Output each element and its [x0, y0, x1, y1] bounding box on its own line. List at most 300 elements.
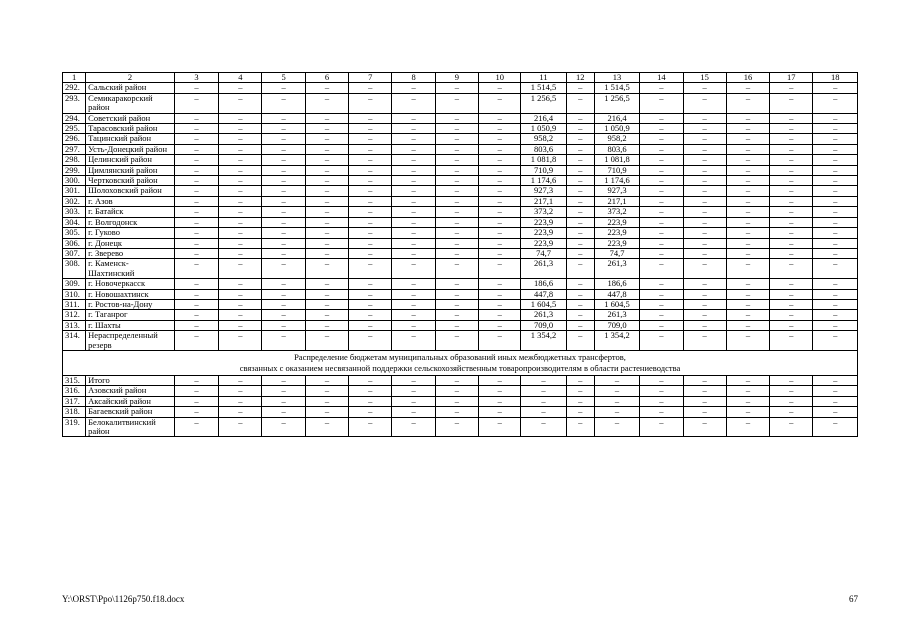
cell-col-10: – [479, 134, 521, 144]
cell-col-5: – [262, 228, 305, 238]
table-row [63, 396, 858, 406]
cell-col-5: – [262, 331, 305, 351]
cell-col-9: – [435, 417, 478, 437]
cell-col-14: – [640, 279, 683, 289]
cell-col-6: – [305, 196, 348, 206]
cell-col-13: 1 514,5 [594, 83, 639, 93]
cell-col-14: – [640, 238, 683, 248]
cell-col-11: 74,7 [521, 248, 566, 258]
row-number: 308. [63, 259, 86, 279]
cell-col-4: – [219, 248, 262, 258]
footer-file-path: Y:\ORST\Ppo\1126p750.f18.docx [62, 594, 185, 604]
cell-col-12: – [566, 259, 594, 279]
cell-col-12: – [566, 144, 594, 154]
municipality-name: Чертковский район [86, 176, 175, 186]
table-row [63, 289, 858, 299]
cell-col-4: – [219, 299, 262, 309]
cell-col-6: – [305, 238, 348, 248]
cell-col-7: – [349, 310, 392, 320]
cell-col-12: – [566, 176, 594, 186]
table-row [63, 113, 858, 123]
municipality-name: г. Зверево [86, 248, 175, 258]
cell-col-12: – [566, 165, 594, 175]
cell-col-12: – [566, 279, 594, 289]
cell-col-13: – [594, 375, 639, 385]
cell-col-14: – [640, 331, 683, 351]
row-number: 305. [63, 228, 86, 238]
cell-col-12: – [566, 396, 594, 406]
cell-col-4: – [219, 155, 262, 165]
cell-col-12: – [566, 228, 594, 238]
cell-col-10: – [479, 259, 521, 279]
cell-col-16: – [726, 407, 769, 417]
cell-col-7: – [349, 331, 392, 351]
cell-col-10: – [479, 176, 521, 186]
cell-col-7: – [349, 407, 392, 417]
row-number: 319. [63, 417, 86, 437]
municipality-name: Цимлянский район [86, 165, 175, 175]
cell-col-18: – [813, 310, 858, 320]
cell-col-11: 373,2 [521, 207, 566, 217]
cell-col-16: – [726, 155, 769, 165]
cell-col-4: – [219, 238, 262, 248]
cell-col-13: 217,1 [594, 196, 639, 206]
cell-col-9: – [435, 396, 478, 406]
cell-col-16: – [726, 207, 769, 217]
cell-col-16: – [726, 417, 769, 437]
cell-col-16: – [726, 93, 769, 113]
cell-col-15: – [683, 320, 726, 330]
cell-col-5: – [262, 176, 305, 186]
cell-col-5: – [262, 248, 305, 258]
cell-col-14: – [640, 310, 683, 320]
cell-col-12: – [566, 196, 594, 206]
column-number: 7 [349, 73, 392, 83]
column-number: 2 [86, 73, 175, 83]
cell-col-9: – [435, 228, 478, 238]
cell-col-8: – [392, 176, 435, 186]
cell-col-3: – [174, 289, 218, 299]
cell-col-11: 927,3 [521, 186, 566, 196]
table-row [63, 186, 858, 196]
cell-col-4: – [219, 207, 262, 217]
cell-col-17: – [770, 176, 813, 186]
municipality-name: г. Волгодонск [86, 217, 175, 227]
cell-col-9: – [435, 299, 478, 309]
cell-col-14: – [640, 134, 683, 144]
municipality-name: г. Донецк [86, 238, 175, 248]
row-number: 294. [63, 113, 86, 123]
cell-col-10: – [479, 299, 521, 309]
cell-col-10: – [479, 207, 521, 217]
cell-col-10: – [479, 310, 521, 320]
cell-col-13: – [594, 417, 639, 437]
cell-col-13: – [594, 386, 639, 396]
table-row [63, 407, 858, 417]
cell-col-3: – [174, 207, 218, 217]
cell-col-6: – [305, 124, 348, 134]
cell-col-16: – [726, 144, 769, 154]
cell-col-11: – [521, 407, 566, 417]
row-number: 315. [63, 375, 86, 385]
cell-col-8: – [392, 386, 435, 396]
cell-col-13: 1 354,2 [594, 331, 639, 351]
cell-col-12: – [566, 299, 594, 309]
cell-col-8: – [392, 186, 435, 196]
cell-col-5: – [262, 207, 305, 217]
cell-col-4: – [219, 396, 262, 406]
cell-col-6: – [305, 396, 348, 406]
row-number: 303. [63, 207, 86, 217]
cell-col-12: – [566, 93, 594, 113]
row-number: 295. [63, 124, 86, 134]
cell-col-3: – [174, 217, 218, 227]
cell-col-3: – [174, 93, 218, 113]
municipality-name: г. Таганрог [86, 310, 175, 320]
cell-col-6: – [305, 299, 348, 309]
cell-col-4: – [219, 310, 262, 320]
cell-col-8: – [392, 279, 435, 289]
cell-col-7: – [349, 228, 392, 238]
cell-col-18: – [813, 279, 858, 289]
table-row [63, 386, 858, 396]
row-number: 299. [63, 165, 86, 175]
cell-col-8: – [392, 217, 435, 227]
cell-col-12: – [566, 417, 594, 437]
cell-col-3: – [174, 407, 218, 417]
cell-col-6: – [305, 248, 348, 258]
cell-col-15: – [683, 83, 726, 93]
column-number: 1 [63, 73, 86, 83]
cell-col-8: – [392, 83, 435, 93]
cell-col-12: – [566, 134, 594, 144]
row-number: 317. [63, 396, 86, 406]
cell-col-12: – [566, 83, 594, 93]
cell-col-5: – [262, 144, 305, 154]
cell-col-10: – [479, 165, 521, 175]
cell-col-9: – [435, 83, 478, 93]
cell-col-10: – [479, 238, 521, 248]
cell-col-16: – [726, 396, 769, 406]
cell-col-13: 223,9 [594, 217, 639, 227]
cell-col-3: – [174, 83, 218, 93]
row-number: 300. [63, 176, 86, 186]
cell-col-11: 261,3 [521, 259, 566, 279]
row-number: 304. [63, 217, 86, 227]
cell-col-6: – [305, 310, 348, 320]
cell-col-17: – [770, 207, 813, 217]
cell-col-4: – [219, 320, 262, 330]
cell-col-15: – [683, 386, 726, 396]
cell-col-18: – [813, 259, 858, 279]
cell-col-11: 709,0 [521, 320, 566, 330]
cell-col-3: – [174, 386, 218, 396]
cell-col-11: 710,9 [521, 165, 566, 175]
cell-col-9: – [435, 124, 478, 134]
cell-col-5: – [262, 375, 305, 385]
cell-col-7: – [349, 124, 392, 134]
cell-col-3: – [174, 375, 218, 385]
cell-col-11: – [521, 417, 566, 437]
cell-col-14: – [640, 248, 683, 258]
cell-col-10: – [479, 386, 521, 396]
row-number: 293. [63, 93, 86, 113]
cell-col-3: – [174, 134, 218, 144]
cell-col-13: 216,4 [594, 113, 639, 123]
cell-col-16: – [726, 320, 769, 330]
column-number: 5 [262, 73, 305, 83]
column-number-row [63, 73, 858, 83]
table-row [63, 259, 858, 279]
cell-col-7: – [349, 248, 392, 258]
cell-col-17: – [770, 144, 813, 154]
cell-col-9: – [435, 176, 478, 186]
cell-col-17: – [770, 248, 813, 258]
cell-col-9: – [435, 93, 478, 113]
municipality-name: Белокалитвинский район [86, 417, 175, 437]
cell-col-14: – [640, 113, 683, 123]
cell-col-18: – [813, 417, 858, 437]
cell-col-13: 927,3 [594, 186, 639, 196]
cell-col-14: – [640, 207, 683, 217]
cell-col-12: – [566, 331, 594, 351]
table-row [63, 310, 858, 320]
cell-col-15: – [683, 299, 726, 309]
cell-col-9: – [435, 279, 478, 289]
cell-col-7: – [349, 207, 392, 217]
cell-col-7: – [349, 320, 392, 330]
cell-col-15: – [683, 144, 726, 154]
cell-col-4: – [219, 417, 262, 437]
cell-col-16: – [726, 124, 769, 134]
cell-col-11: 803,6 [521, 144, 566, 154]
cell-col-5: – [262, 196, 305, 206]
cell-col-3: – [174, 165, 218, 175]
cell-col-17: – [770, 83, 813, 93]
column-number: 6 [305, 73, 348, 83]
cell-col-18: – [813, 217, 858, 227]
cell-col-15: – [683, 228, 726, 238]
cell-col-15: – [683, 207, 726, 217]
municipality-name: Усть-Донецкий район [86, 144, 175, 154]
cell-col-14: – [640, 386, 683, 396]
cell-col-9: – [435, 196, 478, 206]
municipality-name: г. Новочеркасск [86, 279, 175, 289]
cell-col-7: – [349, 217, 392, 227]
cell-col-15: – [683, 113, 726, 123]
cell-col-17: – [770, 386, 813, 396]
cell-col-12: – [566, 248, 594, 258]
cell-col-15: – [683, 259, 726, 279]
cell-col-12: – [566, 113, 594, 123]
cell-col-8: – [392, 417, 435, 437]
column-number: 18 [813, 73, 858, 83]
cell-col-11: 223,9 [521, 217, 566, 227]
cell-col-8: – [392, 144, 435, 154]
column-number: 12 [566, 73, 594, 83]
cell-col-17: – [770, 310, 813, 320]
cell-col-10: – [479, 320, 521, 330]
municipality-name: Нераспределенный резерв [86, 331, 175, 351]
cell-col-7: – [349, 417, 392, 437]
cell-col-16: – [726, 279, 769, 289]
table-row [63, 165, 858, 175]
municipality-name: Шолоховский район [86, 186, 175, 196]
cell-col-7: – [349, 186, 392, 196]
cell-col-5: – [262, 238, 305, 248]
cell-col-14: – [640, 228, 683, 238]
cell-col-4: – [219, 228, 262, 238]
table-row [63, 155, 858, 165]
cell-col-15: – [683, 396, 726, 406]
cell-col-17: – [770, 124, 813, 134]
cell-col-5: – [262, 320, 305, 330]
cell-col-13: 1 081,8 [594, 155, 639, 165]
cell-col-4: – [219, 196, 262, 206]
cell-col-4: – [219, 186, 262, 196]
municipality-name: г. Азов [86, 196, 175, 206]
cell-col-5: – [262, 186, 305, 196]
table-row [63, 417, 858, 437]
row-number: 296. [63, 134, 86, 144]
row-number: 292. [63, 83, 86, 93]
cell-col-7: – [349, 83, 392, 93]
cell-col-14: – [640, 299, 683, 309]
cell-col-15: – [683, 155, 726, 165]
table-row [63, 320, 858, 330]
cell-col-8: – [392, 228, 435, 238]
cell-col-8: – [392, 93, 435, 113]
cell-col-18: – [813, 144, 858, 154]
cell-col-8: – [392, 165, 435, 175]
cell-col-15: – [683, 248, 726, 258]
cell-col-5: – [262, 124, 305, 134]
cell-col-9: – [435, 248, 478, 258]
row-number: 316. [63, 386, 86, 396]
cell-col-3: – [174, 196, 218, 206]
cell-col-9: – [435, 320, 478, 330]
cell-col-5: – [262, 113, 305, 123]
cell-col-11: 1 514,5 [521, 83, 566, 93]
cell-col-17: – [770, 331, 813, 351]
cell-col-10: – [479, 289, 521, 299]
cell-col-9: – [435, 259, 478, 279]
cell-col-9: – [435, 134, 478, 144]
column-number: 14 [640, 73, 683, 83]
row-number: 309. [63, 279, 86, 289]
cell-col-4: – [219, 386, 262, 396]
cell-col-7: – [349, 238, 392, 248]
cell-col-10: – [479, 375, 521, 385]
cell-col-6: – [305, 279, 348, 289]
cell-col-15: – [683, 417, 726, 437]
column-number: 9 [435, 73, 478, 83]
cell-col-12: – [566, 217, 594, 227]
cell-col-18: – [813, 407, 858, 417]
cell-col-18: – [813, 289, 858, 299]
row-number: 312. [63, 310, 86, 320]
cell-col-16: – [726, 331, 769, 351]
cell-col-4: – [219, 124, 262, 134]
cell-col-4: – [219, 331, 262, 351]
cell-col-17: – [770, 217, 813, 227]
cell-col-4: – [219, 165, 262, 175]
cell-col-17: – [770, 320, 813, 330]
cell-col-14: – [640, 155, 683, 165]
cell-col-16: – [726, 165, 769, 175]
cell-col-11: 216,4 [521, 113, 566, 123]
cell-col-13: 1 050,9 [594, 124, 639, 134]
table-row [63, 331, 858, 351]
cell-col-16: – [726, 196, 769, 206]
cell-col-4: – [219, 144, 262, 154]
cell-col-17: – [770, 299, 813, 309]
cell-col-13: 223,9 [594, 238, 639, 248]
cell-col-13: 958,2 [594, 134, 639, 144]
municipality-name: Азовский район [86, 386, 175, 396]
column-number: 13 [594, 73, 639, 83]
cell-col-6: – [305, 134, 348, 144]
table-row [63, 279, 858, 289]
municipality-name: г. Каменск-Шахтинский [86, 259, 175, 279]
cell-col-17: – [770, 93, 813, 113]
cell-col-9: – [435, 238, 478, 248]
cell-col-4: – [219, 289, 262, 299]
cell-col-5: – [262, 134, 305, 144]
cell-col-10: – [479, 83, 521, 93]
cell-col-12: – [566, 289, 594, 299]
cell-col-5: – [262, 259, 305, 279]
cell-col-11: 1 174,6 [521, 176, 566, 186]
cell-col-5: – [262, 217, 305, 227]
cell-col-14: – [640, 144, 683, 154]
cell-col-9: – [435, 155, 478, 165]
cell-col-15: – [683, 124, 726, 134]
cell-col-13: 1 256,5 [594, 93, 639, 113]
cell-col-18: – [813, 113, 858, 123]
cell-col-16: – [726, 238, 769, 248]
cell-col-9: – [435, 386, 478, 396]
row-number: 297. [63, 144, 86, 154]
cell-col-10: – [479, 144, 521, 154]
cell-col-4: – [219, 83, 262, 93]
cell-col-4: – [219, 407, 262, 417]
cell-col-16: – [726, 113, 769, 123]
cell-col-15: – [683, 93, 726, 113]
cell-col-5: – [262, 417, 305, 437]
cell-col-5: – [262, 83, 305, 93]
cell-col-10: – [479, 331, 521, 351]
cell-col-3: – [174, 186, 218, 196]
cell-col-17: – [770, 289, 813, 299]
cell-col-10: – [479, 196, 521, 206]
cell-col-9: – [435, 407, 478, 417]
table-row [63, 83, 858, 93]
municipality-name: Тацинский район [86, 134, 175, 144]
cell-col-8: – [392, 289, 435, 299]
cell-col-18: – [813, 93, 858, 113]
cell-col-13: 1 174,6 [594, 176, 639, 186]
cell-col-17: – [770, 375, 813, 385]
cell-col-4: – [219, 134, 262, 144]
table-row [63, 144, 858, 154]
cell-col-8: – [392, 259, 435, 279]
cell-col-17: – [770, 228, 813, 238]
cell-col-11: 223,9 [521, 228, 566, 238]
cell-col-15: – [683, 176, 726, 186]
table-row [63, 207, 858, 217]
cell-col-10: – [479, 155, 521, 165]
